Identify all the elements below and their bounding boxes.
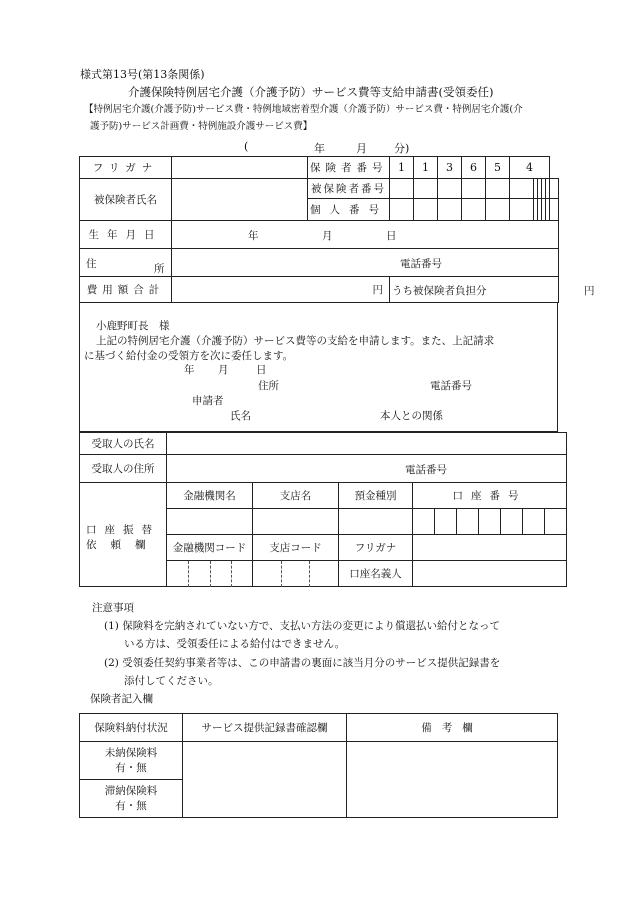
notes-heading: 注意事項: [92, 602, 134, 614]
bank-code-input[interactable]: [167, 561, 253, 587]
birthdate-label: 生年月日: [80, 221, 172, 249]
personal-no-label: 個人番号: [308, 199, 390, 221]
insured-no-cell[interactable]: [414, 179, 438, 199]
phone-label: 電話番号: [400, 258, 442, 270]
bank-code-label: 金融機関コード: [167, 535, 253, 561]
insurer-digit-1: 1: [390, 157, 414, 179]
recipient-name-label: 受取人の氏名: [80, 433, 167, 455]
arrears-premium-cell[interactable]: [80, 780, 183, 818]
insurer-digit-6: 4: [510, 157, 550, 179]
insured-no-label: 被保険者番号: [308, 179, 390, 199]
premium-status-header: 保険料納付状況: [80, 714, 183, 742]
account-no-cell[interactable]: [523, 509, 545, 535]
recipient-bank-table: [79, 432, 567, 587]
request-address-label: 住所: [258, 380, 279, 392]
branch-code-divider: [281, 561, 282, 587]
burden-label: うち被保険者負担分: [392, 285, 487, 297]
account-no-cell[interactable]: [413, 509, 435, 535]
arrears-premium-option: 有・無: [115, 799, 147, 812]
account-no-cell[interactable]: [545, 509, 567, 535]
request-body-line-2: に基づく給付金の受領方を次に委任します。: [84, 350, 294, 362]
period-open: (: [244, 140, 249, 153]
note-2-line-2: 添付してください。: [124, 675, 219, 687]
insured-name-label: 被保険者氏名: [80, 179, 172, 221]
burden-yen-unit: 円: [584, 285, 595, 297]
bank-section-label-1: 口座振替: [86, 524, 160, 536]
insured-name-input[interactable]: [172, 179, 308, 221]
insurer-no-label: 保険者番号: [308, 157, 390, 179]
branch-code-input[interactable]: [253, 561, 339, 587]
address-field[interactable]: [172, 249, 559, 277]
recipient-phone-label: 電話番号: [405, 464, 447, 476]
personal-no-cell[interactable]: [510, 199, 534, 221]
note-1-line-2: いる方は、受領委任による給付はできません。: [124, 638, 346, 650]
note-2-line-1: (2) 受領委任契約事業者等は、この申請書の裏面に該当月分のサービス提供記録書を: [104, 657, 501, 669]
birthdate-field[interactable]: [172, 221, 559, 249]
total-cost-field[interactable]: [172, 277, 390, 303]
applicant-label: 申請者: [192, 395, 224, 407]
period-close: 分): [394, 142, 410, 155]
personal-no-cell[interactable]: [550, 199, 559, 221]
insured-no-cell[interactable]: [438, 179, 462, 199]
insured-no-cell[interactable]: [390, 179, 414, 199]
insurer-digit-3: 3: [438, 157, 462, 179]
remarks-cell[interactable]: [347, 742, 558, 818]
recipient-name-input[interactable]: [167, 433, 567, 455]
period-year: 年: [314, 142, 325, 155]
bank-name-input[interactable]: [167, 509, 253, 535]
recipient-address-input[interactable]: [167, 455, 567, 483]
total-cost-label: 費用額合計: [80, 277, 172, 303]
request-phone-label: 電話番号: [430, 380, 472, 392]
account-no-label: 口座番号: [413, 483, 567, 509]
bank-code-divider: [210, 561, 211, 587]
bank-code-divider: [231, 561, 232, 587]
account-furigana-input[interactable]: [413, 535, 567, 561]
deposit-type-label: 預金種別: [339, 483, 413, 509]
branch-input[interactable]: [253, 509, 339, 535]
personal-no-cell[interactable]: [486, 199, 510, 221]
applicant-info-table: [79, 156, 595, 303]
account-furigana-label: フリガナ: [339, 535, 413, 561]
address-label-text: 住: [86, 258, 97, 270]
insured-no-cell[interactable]: [510, 179, 534, 199]
furigana-input[interactable]: [172, 157, 308, 179]
deposit-type-input[interactable]: [339, 509, 413, 535]
insured-no-cell[interactable]: [486, 179, 510, 199]
form-number: 様式第13号(第13条関係): [80, 68, 205, 81]
birth-month: 月: [322, 230, 333, 242]
addressee: 小鹿野町長 様: [96, 320, 170, 332]
personal-no-cell[interactable]: [414, 199, 438, 221]
personal-no-cell[interactable]: [390, 199, 414, 221]
insurer-digit-2: 1: [414, 157, 438, 179]
record-check-header: サービス提供記録書確認欄: [183, 714, 347, 742]
request-body-line-1: 上記の特例居宅介護（介護予防）サービス費等の支給を申請します。また、上記請求: [96, 335, 495, 347]
branch-code-label: 支店コード: [253, 535, 339, 561]
bank-code-divider: [188, 561, 189, 587]
yen-unit: 円: [372, 284, 383, 296]
account-no-cell[interactable]: [501, 509, 523, 535]
bank-section-label-2: 依頼欄: [86, 539, 160, 551]
form-title: 介護保険特例居宅介護（介護予防）サービス費等支給申請書(受領委任): [128, 85, 494, 99]
subtitle-line-1: 【特例居宅介護(介護予防)サービス費・特例地域密着型介護（介護予防）サービス費・特例居宅介護(介: [84, 104, 523, 115]
unpaid-premium-label: 未納保険料: [104, 746, 158, 759]
unpaid-premium-option: 有・無: [115, 761, 147, 774]
account-no-cell[interactable]: [479, 509, 501, 535]
request-month: 月: [218, 364, 229, 376]
branch-code-divider: [309, 561, 310, 587]
request-year: 年: [184, 364, 195, 376]
unpaid-premium-cell[interactable]: [80, 742, 183, 780]
insurer-table: [79, 713, 558, 818]
relation-label: 本人との関係: [380, 410, 443, 422]
bank-section-label: [80, 483, 167, 587]
account-no-cell[interactable]: [435, 509, 457, 535]
insurer-section-heading: 保険者記入欄: [90, 693, 153, 705]
account-holder-input[interactable]: [413, 561, 567, 587]
arrears-premium-label: 滞納保険料: [104, 784, 158, 797]
request-day: 日: [256, 364, 267, 376]
form-subtitle: [84, 101, 554, 135]
account-holder-label: 口座名義人: [339, 561, 413, 587]
account-no-cell[interactable]: [457, 509, 479, 535]
note-1-line-1: (1) 保険料を完納されていない方で、支払い方法の変更により償還払い給付となって: [104, 620, 500, 632]
insured-no-cell[interactable]: [462, 179, 486, 199]
birth-day: 日: [386, 230, 397, 242]
personal-no-cell[interactable]: [438, 199, 462, 221]
recipient-address-label: 受取人の住所: [80, 455, 167, 483]
insurer-digit-5: 5: [486, 157, 510, 179]
remarks-header: 備考欄: [347, 714, 558, 742]
record-check-cell[interactable]: [183, 742, 347, 818]
period-month: 月: [356, 142, 367, 155]
request-name-label: 氏名: [230, 410, 251, 422]
bank-name-label: 金融機関名: [167, 483, 253, 509]
branch-label: 支店名: [253, 483, 339, 509]
burden-field[interactable]: [390, 277, 595, 303]
subtitle-line-2: 護予防)サービス計画費・特例施設介護サービス費】: [90, 121, 313, 132]
birth-year: 年: [248, 230, 259, 242]
address-label-char: 所: [154, 263, 165, 275]
insurer-digit-4: 6: [462, 157, 486, 179]
personal-no-cell[interactable]: [462, 199, 486, 221]
insured-no-cell[interactable]: [550, 179, 559, 199]
furigana-label: フリガナ: [80, 157, 172, 179]
